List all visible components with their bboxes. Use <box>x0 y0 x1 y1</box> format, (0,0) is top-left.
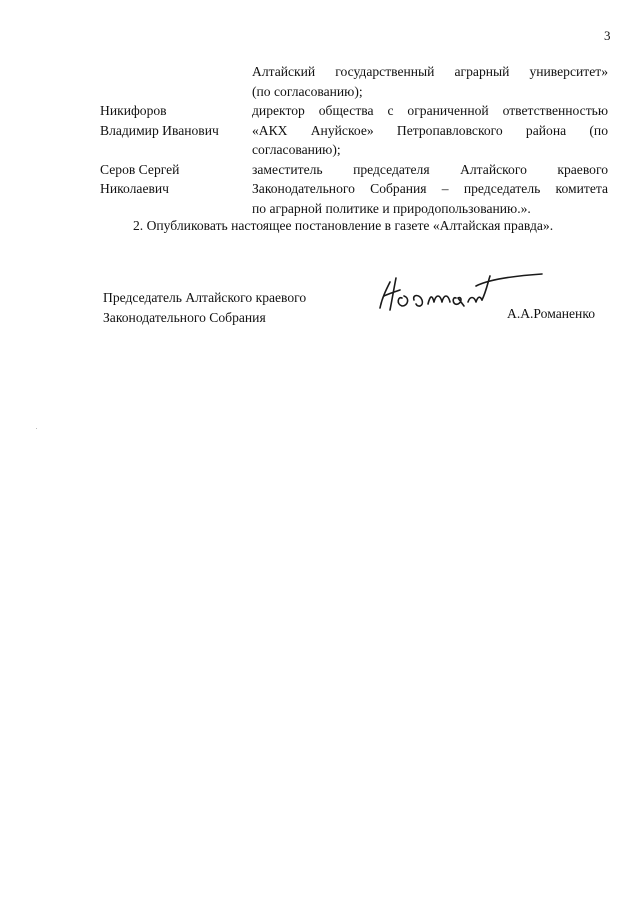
position-line: согласованию); <box>252 142 341 157</box>
member-position <box>252 62 608 101</box>
signatory-title-line: Законодательного Собрания <box>103 309 266 325</box>
member-position <box>252 101 608 160</box>
position-line: (по согласованию); <box>252 83 363 99</box>
roster-row <box>100 101 608 160</box>
position-line: заместитель председателя Алтайского краевого <box>252 161 608 177</box>
position-line: директор общества с ограниченной ответственностью <box>252 103 608 118</box>
position-line: «АКХ Ануйское» Петропавловского района (по <box>252 122 608 138</box>
position-line: Алтайский государственный аграрный университет» <box>252 64 608 79</box>
position-line: по аграрной политике и природопользованию.». <box>252 200 531 216</box>
signatory-title-line: Председатель Алтайского краевого <box>103 290 307 305</box>
page-number: 3 <box>604 28 611 43</box>
name-line: Никифоров <box>100 103 167 118</box>
name-line: Серов Сергей <box>100 161 180 177</box>
scan-speck <box>36 428 37 429</box>
roster-row <box>100 62 608 101</box>
name-line: Владимир Иванович <box>100 122 219 138</box>
member-name <box>100 62 252 101</box>
signatory-name: А.А.Романенко <box>507 306 596 321</box>
member-position <box>252 160 608 219</box>
publication-clause: 2. Опубликовать настоящее постановление в газете «Алтайская правда». <box>133 218 554 233</box>
signatory-title <box>103 288 306 327</box>
member-name <box>100 160 252 219</box>
name-line: Николаевич <box>100 181 170 196</box>
roster-row <box>100 160 608 219</box>
position-line: Законодательного Собрания – председатель комитета <box>252 181 608 196</box>
member-roster <box>100 62 608 218</box>
member-name <box>100 101 252 160</box>
